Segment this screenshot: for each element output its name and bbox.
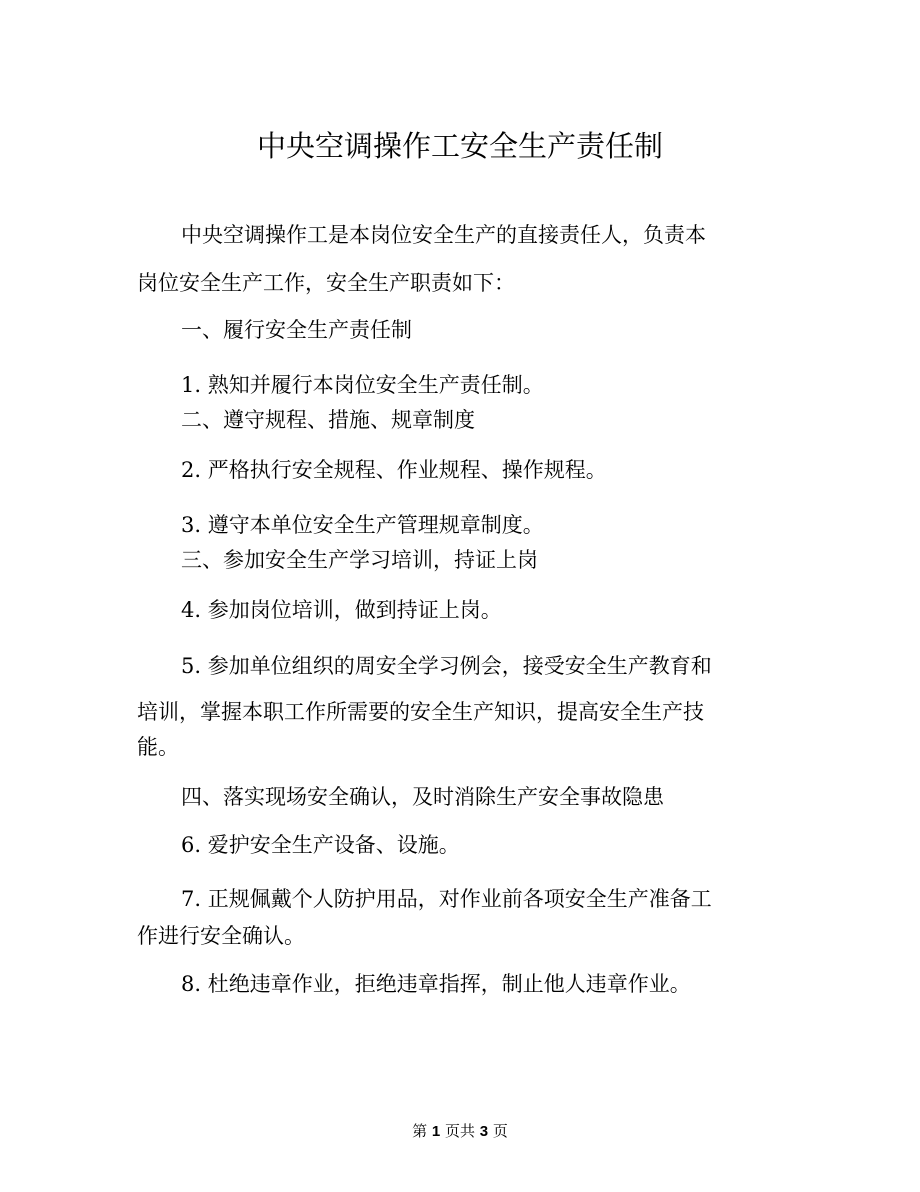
item-1: 1. 熟知并履行本岗位安全生产责任制。 <box>181 373 544 397</box>
item-6: 6. 爱护安全生产设备、设施。 <box>181 833 460 857</box>
paragraph-intro-line-2: 岗位安全生产工作，安全生产职责如下： <box>137 271 515 295</box>
item-3: 3. 遵守本单位安全生产管理规章制度。 <box>181 513 544 537</box>
footer-page-number: 1 <box>431 1123 441 1140</box>
item-5-line-3: 能。 <box>137 735 179 759</box>
paragraph-intro-line-1: 中央空调操作工是本岗位安全生产的直接责任人，负责本 <box>181 223 706 247</box>
section-heading-3: 三、参加安全生产学习培训，持证上岗 <box>181 548 538 572</box>
item-4: 4. 参加岗位培训，做到持证上岗。 <box>181 598 502 622</box>
footer-total-pages: 3 <box>479 1123 489 1140</box>
section-heading-1: 一、履行安全生产责任制 <box>181 318 412 342</box>
page-footer <box>0 1121 920 1142</box>
item-8: 8. 杜绝违章作业，拒绝违章指挥，制止他人违章作业。 <box>181 972 691 996</box>
item-7-line-1: 7. 正规佩戴个人防护用品，对作业前各项安全生产准备工 <box>181 887 712 911</box>
item-5-line-1: 5. 参加单位组织的周安全学习例会，接受安全生产教育和 <box>181 654 712 678</box>
item-7-line-2: 作进行安全确认。 <box>137 924 305 948</box>
section-heading-2: 二、遵守规程、措施、规章制度 <box>181 408 475 432</box>
footer-middle: 页共 <box>444 1122 475 1140</box>
footer-prefix: 第 <box>412 1122 428 1140</box>
item-5-line-2: 培训，掌握本职工作所需要的安全生产知识，提高安全生产技 <box>137 700 704 724</box>
section-heading-4: 四、落实现场安全确认，及时消除生产安全事故隐患 <box>181 785 664 809</box>
document-title: 中央空调操作工安全生产责任制 <box>256 129 663 163</box>
item-2: 2. 严格执行安全规程、作业规程、操作规程。 <box>181 458 607 482</box>
footer-suffix: 页 <box>492 1122 508 1140</box>
